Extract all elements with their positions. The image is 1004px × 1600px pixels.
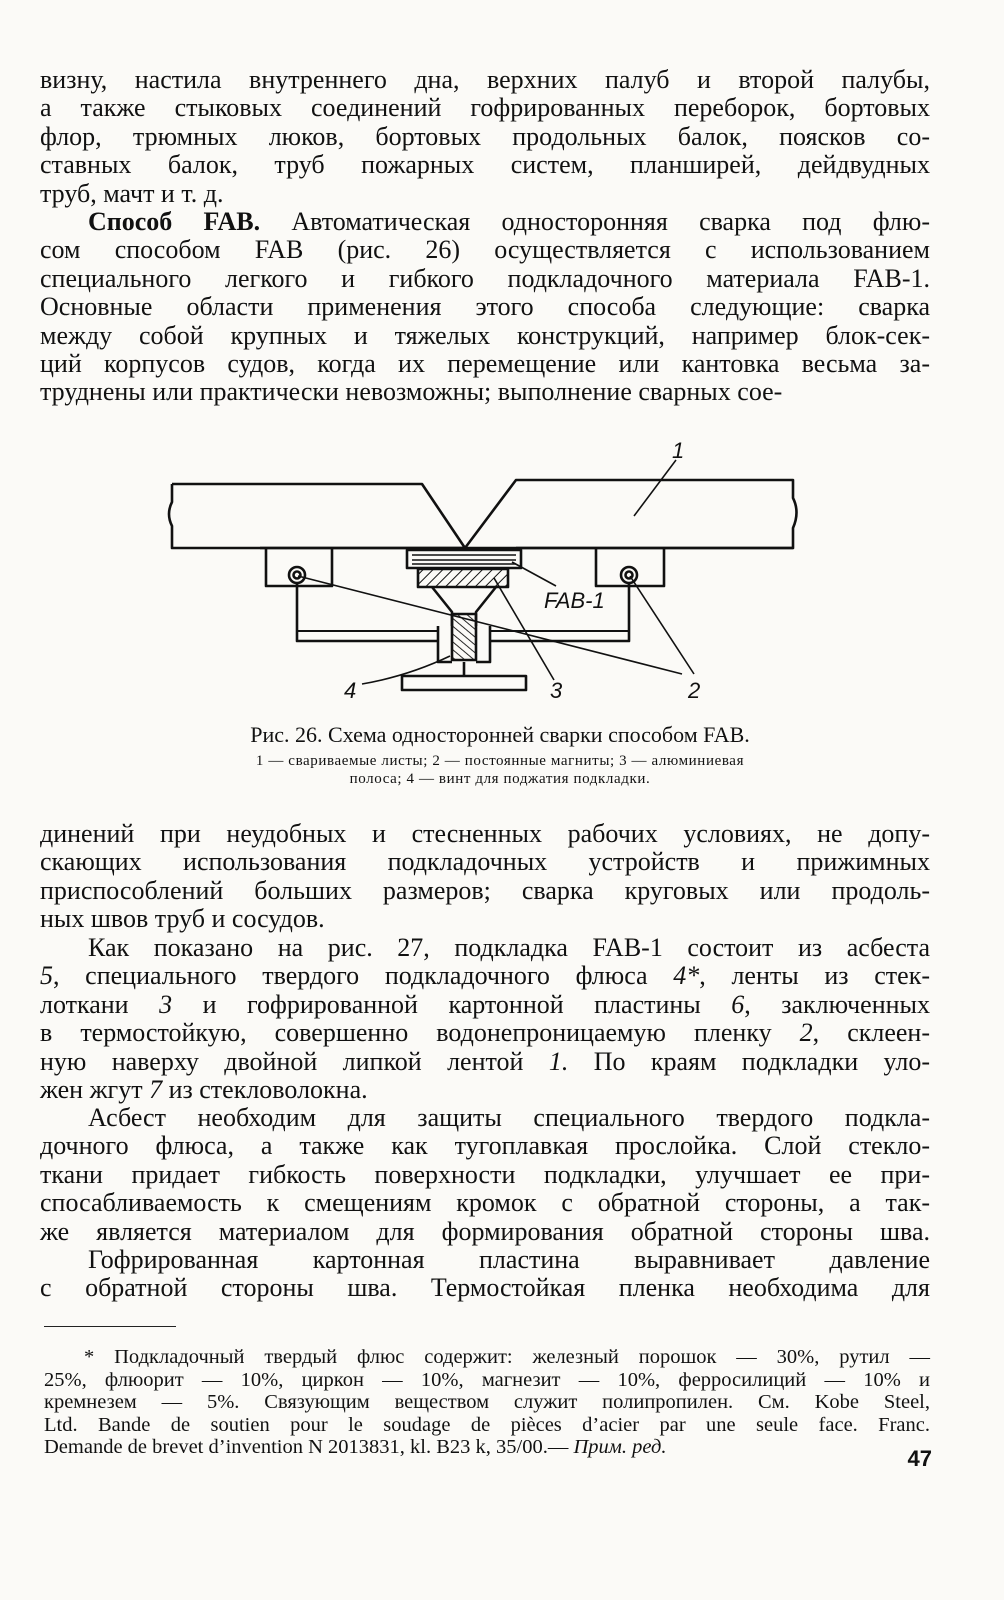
text-line: ций корпусов судов, когда их перемещение или кантовка весьма за-	[40, 349, 930, 379]
text-line: между собой крупных и тяжелых конструкций, например блок-сек-	[40, 320, 930, 350]
magnet-left-hole	[289, 567, 305, 583]
leader-2b	[630, 576, 694, 674]
footnote-line: Demande de brevet d’invention N 2013831, kl. B23 k, 35/00.— Прим. ред.	[44, 1436, 667, 1458]
ref-number: 3	[159, 989, 173, 1019]
text-line: визну, настила внутреннего дна, верхних палуб и второй палубы,	[40, 65, 930, 94]
text-line: скающих использования подкладочных устройств и прижимных	[40, 847, 930, 877]
paragraph-3	[40, 820, 930, 934]
text-line: ную наверху двойной липкой лентой 1. По краям подкладки уло-	[40, 1046, 930, 1076]
plate-right	[465, 480, 797, 548]
figure-26	[160, 436, 810, 718]
editor-note: Прим. ред.	[568, 1436, 667, 1458]
leader-fab	[512, 562, 556, 586]
paragraph-5	[40, 1104, 930, 1246]
text-line: же является материалом для формирования обратной стороны шва.	[40, 1216, 930, 1246]
fab-1-backing	[407, 550, 521, 568]
text-line: жен жгут 7 из стекловолокна.	[40, 1075, 368, 1105]
page-number: 47	[907, 1446, 932, 1471]
text-line: дочного флюса, а также как тугоплавкая прослойка. Слой стекло-	[40, 1131, 930, 1161]
ref-number: 4*	[673, 961, 700, 991]
text-line: труднены или практически невозможны; выполнение сварных сое-	[40, 377, 783, 407]
plate-left	[169, 484, 465, 548]
welding-scheme-diagram	[160, 436, 810, 718]
screw-base	[402, 676, 526, 690]
text-line: в термостойкую, совершенно водонепроницаемую пленку 2, склеен-	[40, 1018, 930, 1048]
footnote-line: Ltd. Bande de soutien pour le soudage de pièces d’acier par une seule face. Franc.	[44, 1413, 930, 1436]
text-line: Асбест необходим для защиты специального твердого подкла-	[88, 1103, 930, 1132]
magnet-right-hole	[621, 567, 637, 583]
label-2: 2	[688, 678, 701, 703]
text-line: а также стыковых соединений гофрированных переборок, бортовых	[40, 93, 930, 123]
paragraph-4	[40, 934, 930, 1104]
leader-1	[634, 460, 676, 516]
footnote-line: * Подкладочный твердый флюс содержит: железный порошок — 30%, рутил —	[84, 1346, 930, 1368]
ref-number: 5	[40, 961, 53, 991]
label-4: 4	[344, 678, 357, 703]
paragraph-6	[40, 1246, 930, 1303]
figure-legend	[170, 752, 830, 788]
text-line: приспособлений больших размеров; сварка круговых или продоль-	[40, 875, 930, 905]
label-fab-1: FAB-1	[544, 588, 605, 613]
text-line: спосабливаемость к смещениям кромок с обратной стороны, а так-	[40, 1188, 930, 1218]
ref-number: 1.	[548, 1046, 569, 1076]
ref-number: 7	[149, 1075, 163, 1105]
label-3: 3	[550, 678, 563, 703]
legend-line: 1 — свариваемые листы; 2 — постоянные магниты; 3 — алюминиевая	[255, 753, 745, 769]
text-line: труб, мачт и т. д.	[40, 178, 224, 208]
text-line: Как показано на рис. 27, подкладка FAB-1 состоит из асбеста	[88, 933, 930, 962]
text-line: лоткани 3 и гофрированной картонной пластины 6, заключенных	[40, 989, 930, 1019]
footnote-rule	[44, 1326, 176, 1327]
label-1: 1	[672, 438, 685, 463]
footnote-line: кремнезем — 5%. Связующим веществом служит полипропилен. См. Kobe Steel,	[44, 1391, 930, 1413]
frame-left	[297, 583, 438, 641]
legend-line: полоса; 4 — винт для поджатия подкладки.	[349, 771, 651, 787]
footnote	[44, 1346, 930, 1459]
text-line: ных швов труб и сосудов.	[40, 904, 325, 934]
ref-number: 2	[799, 1018, 813, 1048]
ref-number: 6	[731, 989, 745, 1019]
text-line: сом способом FAB (рис. 26) осуществляется с использованием	[40, 235, 930, 265]
text-line: флор, трюмных люков, бортовых продольных балок, поясков со-	[40, 121, 930, 151]
paragraph-2	[40, 208, 930, 407]
section-heading: Способ FAB.	[88, 207, 261, 236]
text-line: специального легкого и гибкого подкладочного материала FAB-1.	[40, 263, 930, 293]
text-line: Гофрированная картонная пластина выравнивает давление	[88, 1245, 930, 1274]
text-line: с обратной стороны шва. Термостойкая пленка необходима для	[40, 1273, 930, 1303]
figure-caption: Рис. 26. Схема односторонней сварки способом FAB.	[250, 722, 750, 747]
text-line: динений при неудобных и стесненных рабочих условиях, не допу-	[40, 819, 930, 848]
footnote-line: 25%, флюорит — 10%, циркон — 10%, магнезит — 10%, ферросилиций — 10% и	[44, 1368, 930, 1391]
text-line: Основные области применения этого способа следующие: сварка	[40, 292, 930, 322]
text-line: ткани придает гибкость поверхности подкладки, улучшает ее при-	[40, 1159, 930, 1189]
text-line: 5, специального твердого подкладочного флюса 4*, ленты из стек-	[40, 961, 930, 991]
paragraph-1	[40, 66, 930, 208]
text-run: Автоматическая односторонняя сварка под флю-	[260, 207, 930, 236]
text-line: ставных балок, труб пожарных систем, планширей, дейдвудных	[40, 150, 930, 180]
text-line	[40, 208, 930, 236]
